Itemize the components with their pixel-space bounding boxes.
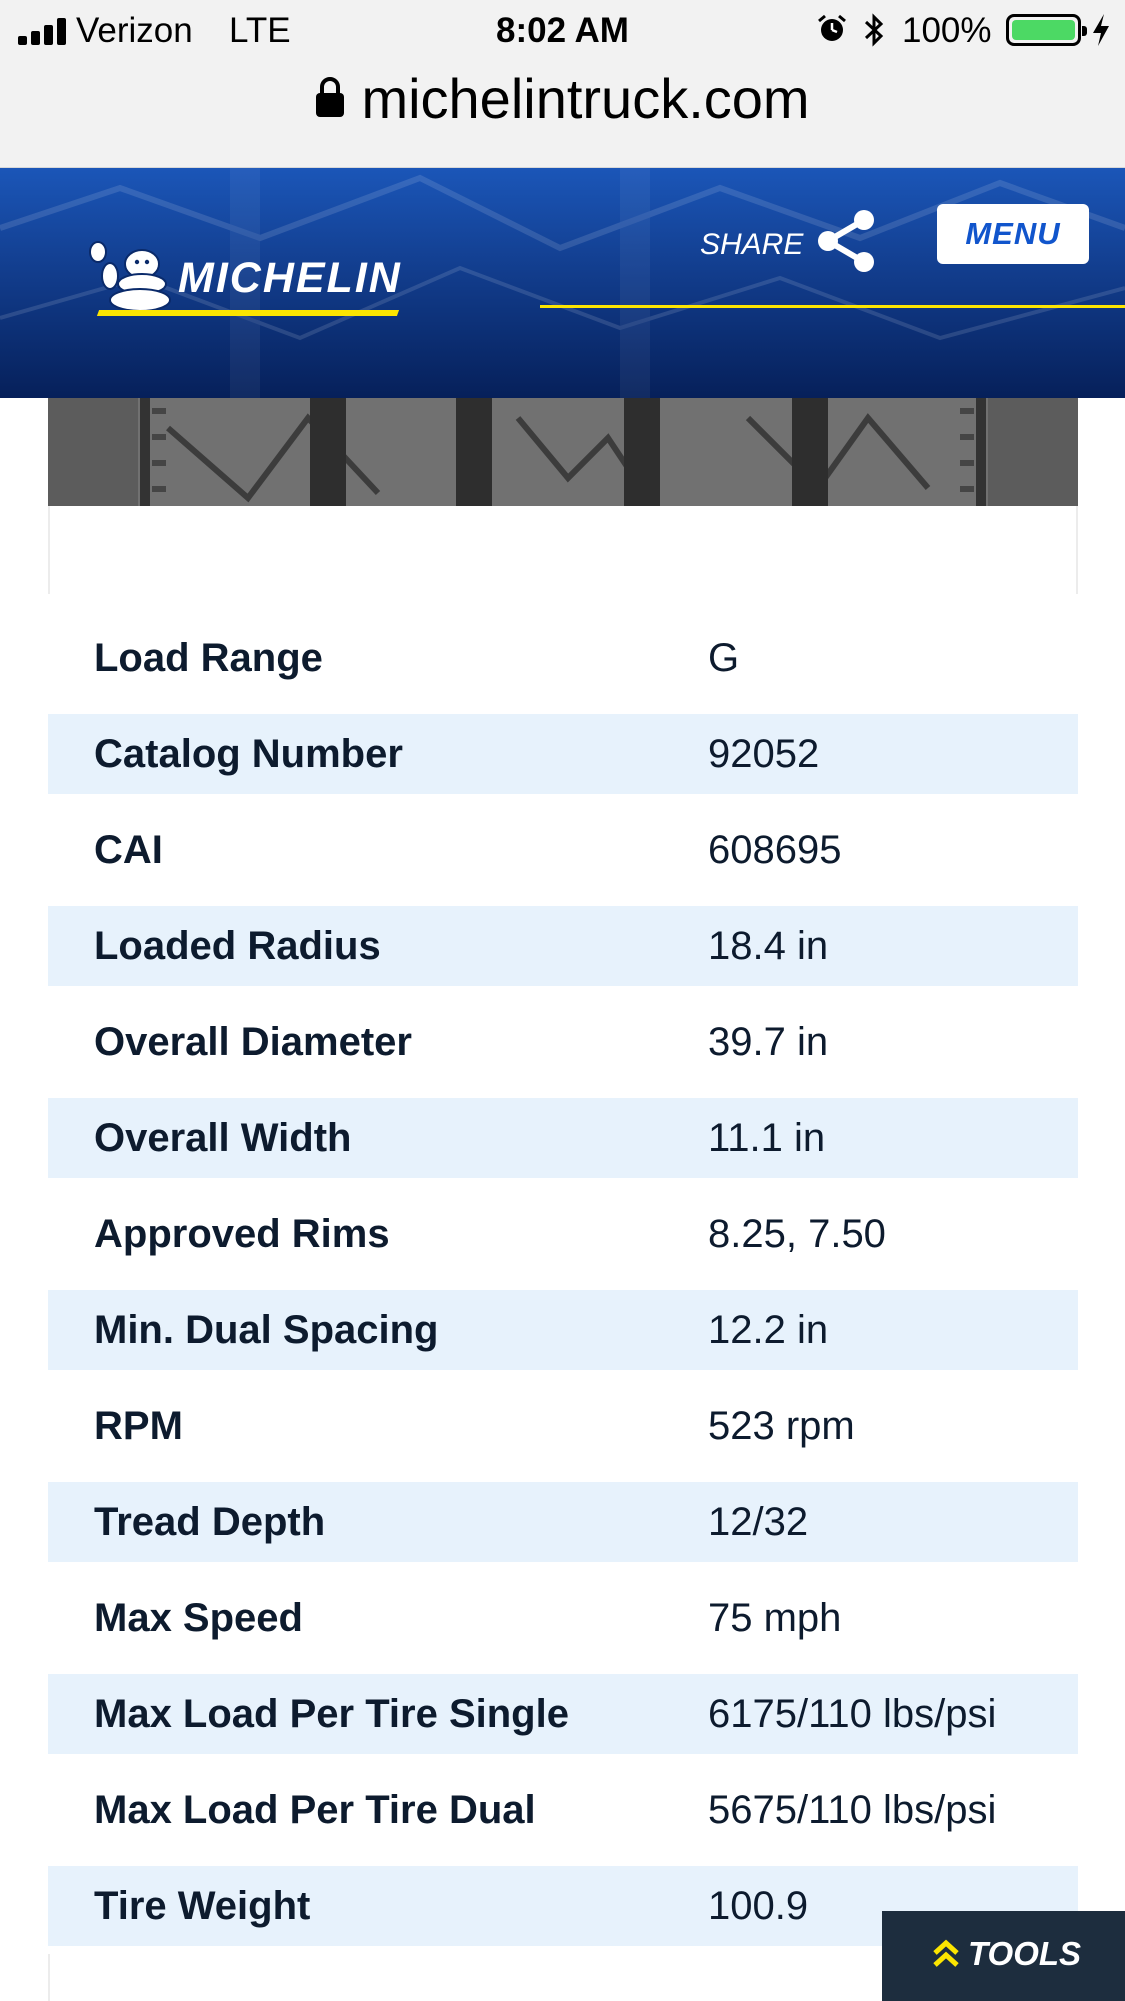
spec-value: 523 rpm: [708, 1404, 855, 1448]
spec-label: Tire Weight: [94, 1884, 311, 1928]
spec-row: [48, 994, 1078, 1090]
network-type: LTE: [229, 11, 291, 50]
spec-value: 11.1 in: [708, 1116, 826, 1160]
spec-row: [48, 706, 1078, 802]
brand-underline: [97, 310, 399, 316]
status-bar: [0, 0, 1125, 62]
spec-row: [48, 802, 1078, 898]
bibendum-mascot-icon: [84, 236, 178, 320]
spec-row: [48, 898, 1078, 994]
spec-label: Tread Depth: [94, 1500, 326, 1544]
url-bar[interactable]: [0, 66, 1125, 136]
spec-value: 100.9: [708, 1884, 809, 1928]
share-icon: [814, 208, 880, 274]
double-chevron-up-icon: [932, 1937, 960, 1969]
spec-label: Overall Diameter: [94, 1020, 412, 1064]
status-time: 8:02 AM: [496, 11, 629, 50]
spec-row: [48, 1090, 1078, 1186]
spec-label: Load Range: [94, 636, 323, 680]
menu-button[interactable]: MENU: [937, 204, 1089, 264]
spec-label: Catalog Number: [94, 732, 403, 776]
spec-label: Max Load Per Tire Dual: [94, 1788, 536, 1832]
battery-percent: 100%: [902, 11, 992, 50]
alarm-icon: [817, 14, 847, 44]
site-header: [0, 168, 1125, 398]
tools-button[interactable]: [882, 1911, 1125, 2001]
spec-value: 75 mph: [708, 1596, 842, 1640]
spec-label: Approved Rims: [94, 1212, 390, 1256]
spec-value: 8.25, 7.50: [708, 1212, 886, 1256]
michelin-logo[interactable]: [84, 236, 444, 328]
spec-label: Loaded Radius: [94, 924, 381, 968]
tire-tread-image: [48, 398, 1078, 506]
lock-icon: [315, 74, 345, 118]
charging-bolt-icon: [1090, 12, 1112, 48]
spec-row: [48, 1186, 1078, 1282]
spec-value: 5675/110 lbs/psi: [708, 1788, 997, 1832]
share-label: SHARE: [700, 228, 804, 261]
spec-row: [48, 1282, 1078, 1378]
spec-row: [48, 1762, 1078, 1858]
battery-icon: [1006, 14, 1081, 46]
browser-chrome: [0, 0, 1125, 168]
url-text[interactable]: michelintruck.com: [361, 67, 810, 130]
spec-row: [48, 1378, 1078, 1474]
spec-row: [48, 1474, 1078, 1570]
spec-value: 6175/110 lbs/psi: [708, 1692, 997, 1736]
spec-value: 12.2 in: [708, 1308, 829, 1352]
spec-table: [48, 610, 1078, 1954]
spec-row: [48, 1666, 1078, 1762]
spec-label: Overall Width: [94, 1116, 352, 1160]
spec-value: 12/32: [708, 1500, 809, 1544]
spec-row: [48, 1570, 1078, 1666]
spec-card-top: [48, 506, 1078, 594]
spec-value: 608695: [708, 828, 842, 872]
spec-value: 92052: [708, 732, 820, 776]
spec-label: Min. Dual Spacing: [94, 1308, 439, 1352]
battery-fill: [1012, 20, 1075, 40]
bluetooth-icon: [862, 12, 886, 48]
brand-wordmark: MICHELIN: [178, 254, 402, 302]
spec-label: Max Load Per Tire Single: [94, 1692, 569, 1736]
carrier-name: Verizon: [76, 11, 193, 50]
tools-label: TOOLS: [968, 1935, 1082, 1972]
spec-row: [48, 610, 1078, 706]
spec-value: 39.7 in: [708, 1020, 829, 1064]
header-divider: [540, 305, 1125, 308]
spec-label: Max Speed: [94, 1596, 303, 1640]
spec-value: G: [708, 636, 740, 680]
spec-label: RPM: [94, 1404, 183, 1448]
spec-value: 18.4 in: [708, 924, 829, 968]
spec-label: CAI: [94, 828, 163, 872]
